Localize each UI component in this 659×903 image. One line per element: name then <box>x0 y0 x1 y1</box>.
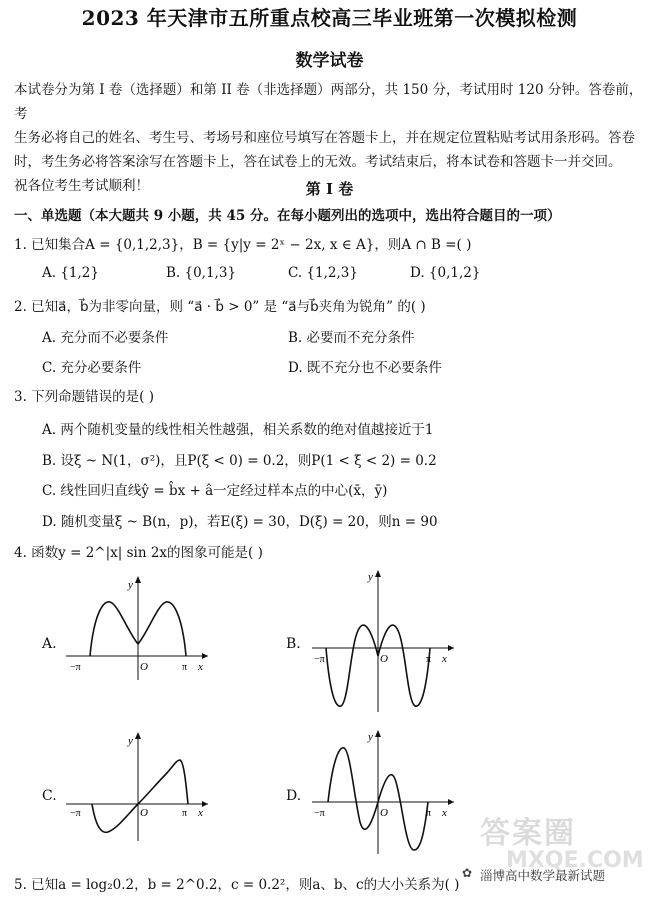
watermark-text: 淄博高中数学最新试题 <box>480 868 606 883</box>
x-label: x <box>198 661 203 673</box>
q1-option-a: A. {1,2} <box>42 265 99 281</box>
q1-option-b: B. {0,1,3} <box>166 265 237 281</box>
curve <box>92 760 188 832</box>
y-axis-arrow <box>375 570 381 577</box>
origin-label: O <box>140 661 148 673</box>
q4-option-a: A. <box>42 636 57 652</box>
question-5-stem: 5. 已知a = log₂0.2，b = 2^0.2，c = 0.2²，则a、b、c的大小关系为( ) <box>14 877 460 893</box>
origin-label: O <box>140 807 148 819</box>
watermark-icon: ✿ <box>462 866 473 880</box>
q2-option-c: C. 充分必要条件 <box>42 360 142 376</box>
watermark-logo: 答案圈 <box>480 816 576 851</box>
q1-option-c: C. {1,2,3} <box>288 265 358 281</box>
instructions-line: 时，考生务必将答案涂写在答题卡上，答在试卷上的无效。考试结束后，将本试卷和答题卡一并交回。 <box>14 154 622 170</box>
neg-pi-label: −π <box>314 808 325 819</box>
graph-b <box>308 566 458 716</box>
q4-option-c: C. <box>42 788 57 804</box>
q3-option-b: B. 设ξ ~ N(1，σ²)，且P(ξ < 0) = 0.2，则P(1 < ξ < 2) = 0.2 <box>42 453 437 469</box>
question-1-stem: 1. 已知集合A = {0,1,2,3}，B = {y|y = 2ˣ − 2x, x ∈ A}，则A ∩ B =( ) <box>14 237 472 253</box>
graph-a <box>62 572 212 682</box>
q4-option-d: D. <box>286 788 302 804</box>
x-label: x <box>442 807 447 819</box>
exam-title: 2023 年天津市五所重点校高三毕业班第一次模拟检测 <box>81 6 578 30</box>
pi-label: π <box>182 662 188 673</box>
x-axis-arrow <box>202 801 208 807</box>
x-label: x <box>198 807 203 819</box>
origin-label: O <box>380 807 388 819</box>
instructions-line: 本试卷分为第 I 卷（选择题）和第 II 卷（非选择题）两部分，共 150 分，考试用时 120 分钟。答卷前，考 <box>14 82 643 122</box>
part-heading: 一、单选题（本大题共 9 小题，共 45 分。在每小题列出的选项中，选出符合题目的一项） <box>14 208 561 224</box>
q3-option-d: D. 随机变量ξ ~ B(n，p)，若E(ξ) = 30，D(ξ) = 20，则n = 90 <box>42 514 438 530</box>
graph-d <box>308 726 458 856</box>
q3-option-a: A. 两个随机变量的线性相关性越强，相关系数的绝对值越接近于1 <box>42 422 434 438</box>
q3-option-c: C. 线性回归直线ŷ = b̂x + â一定经过样本点的中心(x̄，ȳ) <box>42 483 388 499</box>
x-axis-arrow <box>448 799 454 805</box>
y-axis-arrow <box>135 576 141 583</box>
origin-label: O <box>380 653 388 665</box>
instructions-line: 生务必将自己的姓名、考生号、考场号和座位号填写在答题卡上，并在规定位置粘贴考试用条形码。答卷 <box>14 130 635 146</box>
pi-label: π <box>426 654 432 665</box>
q4-option-b: B. <box>286 636 301 652</box>
section-title: 第 I 卷 <box>305 180 354 198</box>
pi-label: π <box>426 808 432 819</box>
q2-option-d: D. 既不充分也不必要条件 <box>288 360 442 376</box>
x-axis-arrow <box>202 653 208 659</box>
y-label: y <box>128 579 133 591</box>
neg-pi-label: −π <box>70 662 81 673</box>
y-axis-arrow <box>375 730 381 737</box>
q2-option-b: B. 必要而不充分条件 <box>288 330 415 346</box>
pi-label: π <box>182 808 188 819</box>
instructions-line: 祝各位考生考试顺利！ <box>14 178 149 194</box>
question-4-stem: 4. 函数y = 2^|x| sin 2x的图象可能是( ) <box>14 545 263 561</box>
graph-c <box>62 728 212 843</box>
y-label: y <box>368 731 373 743</box>
y-label: y <box>368 571 373 583</box>
question-3-stem: 3. 下列命题错误的是( ) <box>14 389 154 405</box>
x-axis-arrow <box>448 645 454 651</box>
question-2-stem: 2. 已知a⃗，b⃗为非零向量，则 “a⃗ · b⃗ > 0” 是 “a⃗与b⃗夹角为锐角” 的( ) <box>14 299 426 315</box>
x-label: x <box>442 653 447 665</box>
y-axis-arrow <box>135 732 141 739</box>
neg-pi-label: −π <box>314 654 325 665</box>
q1-option-d: D. {0,1,2} <box>410 265 481 281</box>
neg-pi-label: −π <box>70 808 81 819</box>
watermark-sub: MXQE.COM <box>506 848 644 873</box>
exam-subtitle: 数学试卷 <box>295 51 364 71</box>
q2-option-a: A. 充分而不必要条件 <box>42 330 169 346</box>
y-label: y <box>128 735 133 747</box>
